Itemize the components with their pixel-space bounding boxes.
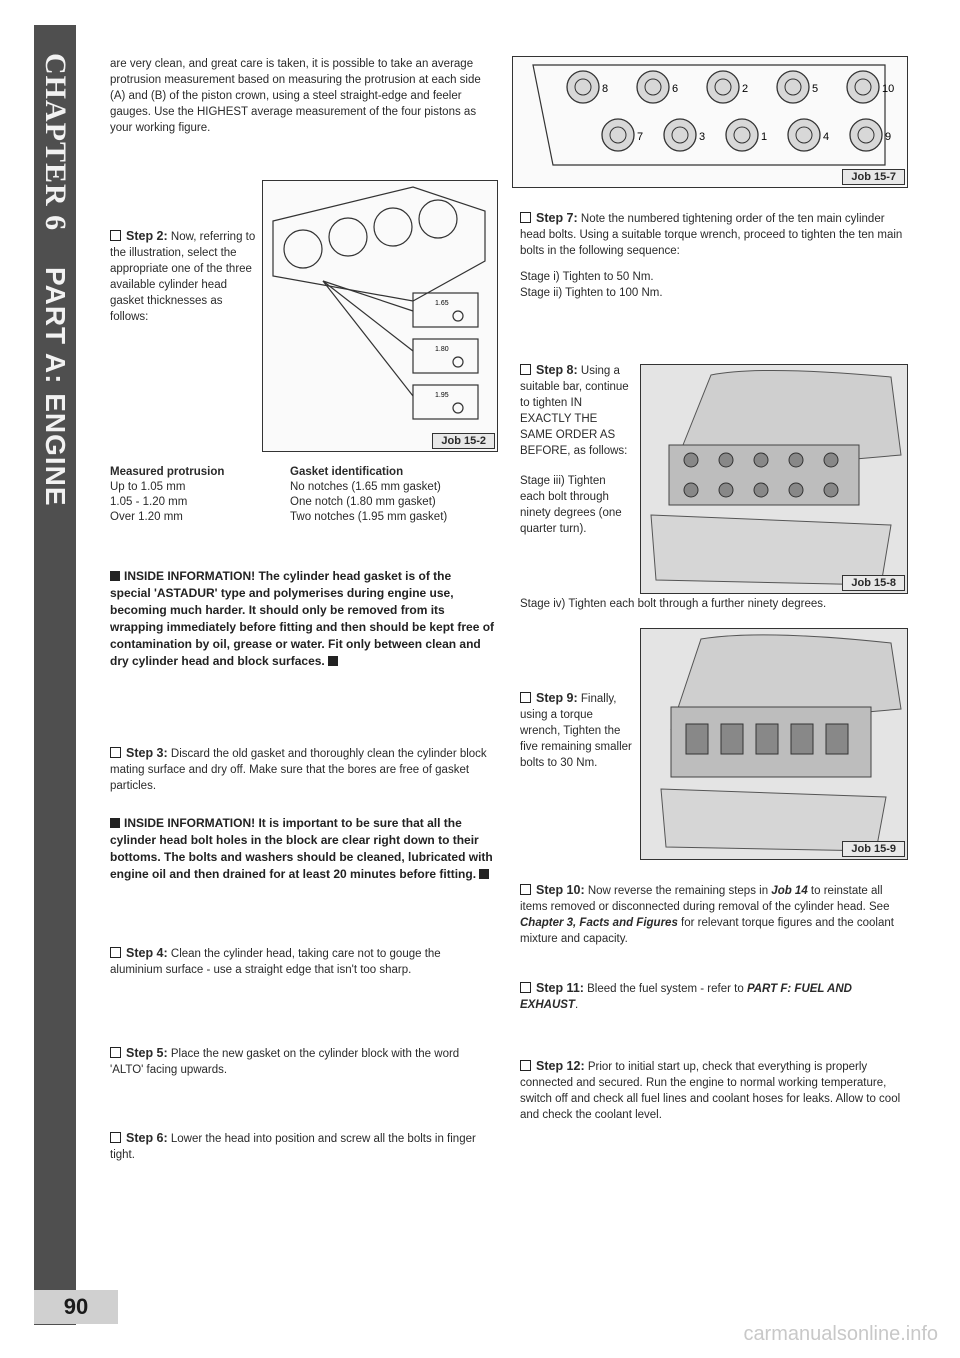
checkbox-icon[interactable] xyxy=(520,1060,531,1071)
step-12 xyxy=(520,1058,910,1123)
step-label: Step 5: xyxy=(126,1046,168,1060)
chapter-label: CHAPTER 6 xyxy=(39,53,72,232)
step-text: Finally, using a torque wrench, Tighten the five remaining smaller bolts to 30 Nm. xyxy=(520,693,632,769)
bolt-head-icon xyxy=(707,71,739,103)
step-label: Step 8: xyxy=(536,363,578,377)
job-tag: Job 15-8 xyxy=(842,575,905,591)
page-number: 90 xyxy=(34,1290,118,1324)
step-label: Step 12: xyxy=(536,1059,585,1073)
figure-job-15-8 xyxy=(640,364,908,594)
step-text: Lower the head into position and screw all the bolts in finger tight. xyxy=(110,1133,476,1161)
info-end-icon xyxy=(479,869,489,879)
job-tag: Job 15-9 xyxy=(842,841,905,857)
step-label: Step 3: xyxy=(126,746,168,760)
watermark: carmanualsonline.info xyxy=(743,1323,938,1345)
step-4 xyxy=(110,945,495,978)
bolt-number: 7 xyxy=(637,131,644,143)
figure-job-15-9 xyxy=(640,628,908,860)
checkbox-icon[interactable] xyxy=(520,982,531,993)
step-8 xyxy=(520,362,632,537)
bolt-head-icon xyxy=(788,119,820,151)
checkbox-icon[interactable] xyxy=(110,947,121,958)
step-text: Note the numbered tightening order of the ten main cylinder head bolts. Using a suitable torque wrench, proceed to tighten the ten main bolts in the following sequence: xyxy=(520,213,903,257)
bolt-head-icon xyxy=(664,119,696,151)
checkbox-icon[interactable] xyxy=(110,1047,121,1058)
step-label: Step 10: xyxy=(536,883,585,897)
step-text: Now, referring to the illustration, select the appropriate one of the three available cylinder head gasket thicknesses as follows: xyxy=(110,231,256,323)
step-label: Step 11: xyxy=(536,981,584,995)
gasket-illustration xyxy=(263,181,497,451)
inside-info-2 xyxy=(110,815,495,883)
bolt-head-icon xyxy=(777,71,809,103)
step-10 xyxy=(520,882,910,947)
step-label: Step 7: xyxy=(536,211,578,225)
bolt-head-icon xyxy=(567,71,599,103)
step-text: Bleed the fuel system - refer to xyxy=(587,983,747,995)
info-icon xyxy=(110,818,120,828)
step-label: Step 4: xyxy=(126,946,168,960)
bolt-number: 4 xyxy=(823,131,830,143)
step-text: Clean the cylinder head, taking care not to gouge the aluminium surface - use a straight edge that isn't too sharp. xyxy=(110,948,441,976)
table-cell: Two notches (1.95 mm gasket) xyxy=(290,511,448,523)
step-label: Step 6: xyxy=(126,1131,168,1145)
part-reference: PART F: FUEL AND EXHAUST xyxy=(520,983,852,1011)
bolt-head-icon xyxy=(847,71,879,103)
intro-paragraph xyxy=(110,56,495,136)
bolt-head-icon xyxy=(637,71,669,103)
chapter-sidebar xyxy=(34,25,76,1325)
step-6 xyxy=(110,1130,495,1163)
checkbox-icon[interactable] xyxy=(110,230,121,241)
bolt-head-icon xyxy=(850,119,882,151)
step-text: Prior to initial start up, check that everything is properly connected and secured. Run the engine to normal working temperature, switch off and check all fuel lines and coolant hoses for leaks. Allow to cool and check the coolant level. xyxy=(520,1061,901,1121)
bolt-number: 1 xyxy=(761,131,768,143)
job-tag: Job 15-7 xyxy=(842,169,905,185)
bolt-number: 6 xyxy=(672,83,679,95)
engine-photo xyxy=(641,365,907,593)
sidebar-title xyxy=(34,25,76,705)
step-3 xyxy=(110,745,495,794)
checkbox-icon[interactable] xyxy=(520,364,531,375)
step-text: Using a suitable bar, continue to tighten IN EXACTLY THE SAME ORDER AS BEFORE, as follows: xyxy=(520,365,629,457)
mark-165: 1.65 xyxy=(435,300,449,307)
gasket-table xyxy=(110,465,510,525)
col-header-protrusion: Measured protrusion xyxy=(110,466,225,478)
mark-195: 1.95 xyxy=(435,392,449,399)
checkbox-icon[interactable] xyxy=(110,747,121,758)
checkbox-icon[interactable] xyxy=(520,884,531,895)
step-text: Place the new gasket on the cylinder block with the word 'ALTO' facing upwards. xyxy=(110,1048,460,1076)
checkbox-icon[interactable] xyxy=(520,692,531,703)
engine-photo xyxy=(641,629,907,859)
bolt-number: 3 xyxy=(699,131,706,143)
bolt-number: 10 xyxy=(882,83,895,95)
bolt-number: 9 xyxy=(885,131,892,143)
info-end-icon xyxy=(328,656,338,666)
bolt-head-icon xyxy=(602,119,634,151)
figure-job-15-7 xyxy=(512,56,908,188)
col-header-gasket: Gasket identification xyxy=(290,466,404,478)
step-label: Step 9: xyxy=(536,691,578,705)
table-cell: One notch (1.80 mm gasket) xyxy=(290,496,436,508)
table-row: Over 1.20 mm xyxy=(110,511,183,523)
checkbox-icon[interactable] xyxy=(520,212,531,223)
step-text: to reinstate all items removed or disconnected during removal of the cylinder head. See xyxy=(520,885,890,913)
mark-180: 1.80 xyxy=(435,346,449,353)
job-reference: Job 14 xyxy=(771,885,808,897)
step-text: Discard the old gasket and thoroughly clean the cylinder block mating surface and dry off. Make sure that the bores are free of gasket particles. xyxy=(110,748,487,792)
chapter-reference: Chapter 3, Facts and Figures xyxy=(520,917,678,929)
step-text: . xyxy=(574,999,579,1011)
step-7 xyxy=(520,210,905,301)
bolt-sequence-diagram xyxy=(513,57,907,187)
bolt-head-icon xyxy=(726,119,758,151)
inside-info-1 xyxy=(110,568,495,670)
bolt-number: 8 xyxy=(602,83,609,95)
step-text: Now reverse the remaining steps in xyxy=(587,885,772,897)
table-cell: No notches (1.65 mm gasket) xyxy=(290,481,441,493)
info-icon xyxy=(110,571,120,581)
checkbox-icon[interactable] xyxy=(110,1132,121,1143)
info-text: INSIDE INFORMATION! The cylinder head gasket is of the special 'ASTADUR' type and polymerises during engine use, becoming much harder. It should only be removed from its wrapping immediately before fitting and then should be kept free of contamination by oil, grease or water. Fit only between clean and dry cylinder head and block surfaces. xyxy=(110,569,495,668)
step-9 xyxy=(520,690,632,771)
part-label: PART A: ENGINE xyxy=(40,267,71,507)
stage-3: Stage iii) Tighten each bolt through ninety degrees (one quarter turn). xyxy=(520,475,622,535)
figure-job-15-2 xyxy=(262,180,498,452)
step-text: for relevant torque figures and the coolant mixture and capacity. xyxy=(520,917,894,945)
step-2 xyxy=(110,228,258,325)
info-text: INSIDE INFORMATION! It is important to be sure that all the cylinder head bolt holes in the block are clear right down to their bottoms. The bolts and washers should be cleaned, lubricated with engine oil and then drained for at least 20 minutes before fitting. xyxy=(110,816,493,881)
stage-4: Stage iv) Tighten each bolt through a further ninety degrees. xyxy=(520,598,827,610)
job-tag: Job 15-2 xyxy=(432,433,495,449)
bolt-number: 5 xyxy=(812,83,819,95)
stage-1: Stage i) Tighten to 50 Nm. xyxy=(520,271,654,283)
intro-text: are very clean, and great care is taken, it is possible to take an average protrusion measurement based on measuring the protrusion at each side (A) and (B) of the piston crown, using a steel straight-edge and feeler gauges. Use the HIGHEST average measurement of the four pistons as your working figure. xyxy=(110,58,481,134)
stage-2: Stage ii) Tighten to 100 Nm. xyxy=(520,287,663,299)
step-11 xyxy=(520,980,905,1013)
step-label: Step 2: xyxy=(126,229,168,243)
step-5 xyxy=(110,1045,495,1078)
table-row: 1.05 - 1.20 mm xyxy=(110,496,188,508)
bolt-number: 2 xyxy=(742,83,749,95)
table-row: Up to 1.05 mm xyxy=(110,481,186,493)
